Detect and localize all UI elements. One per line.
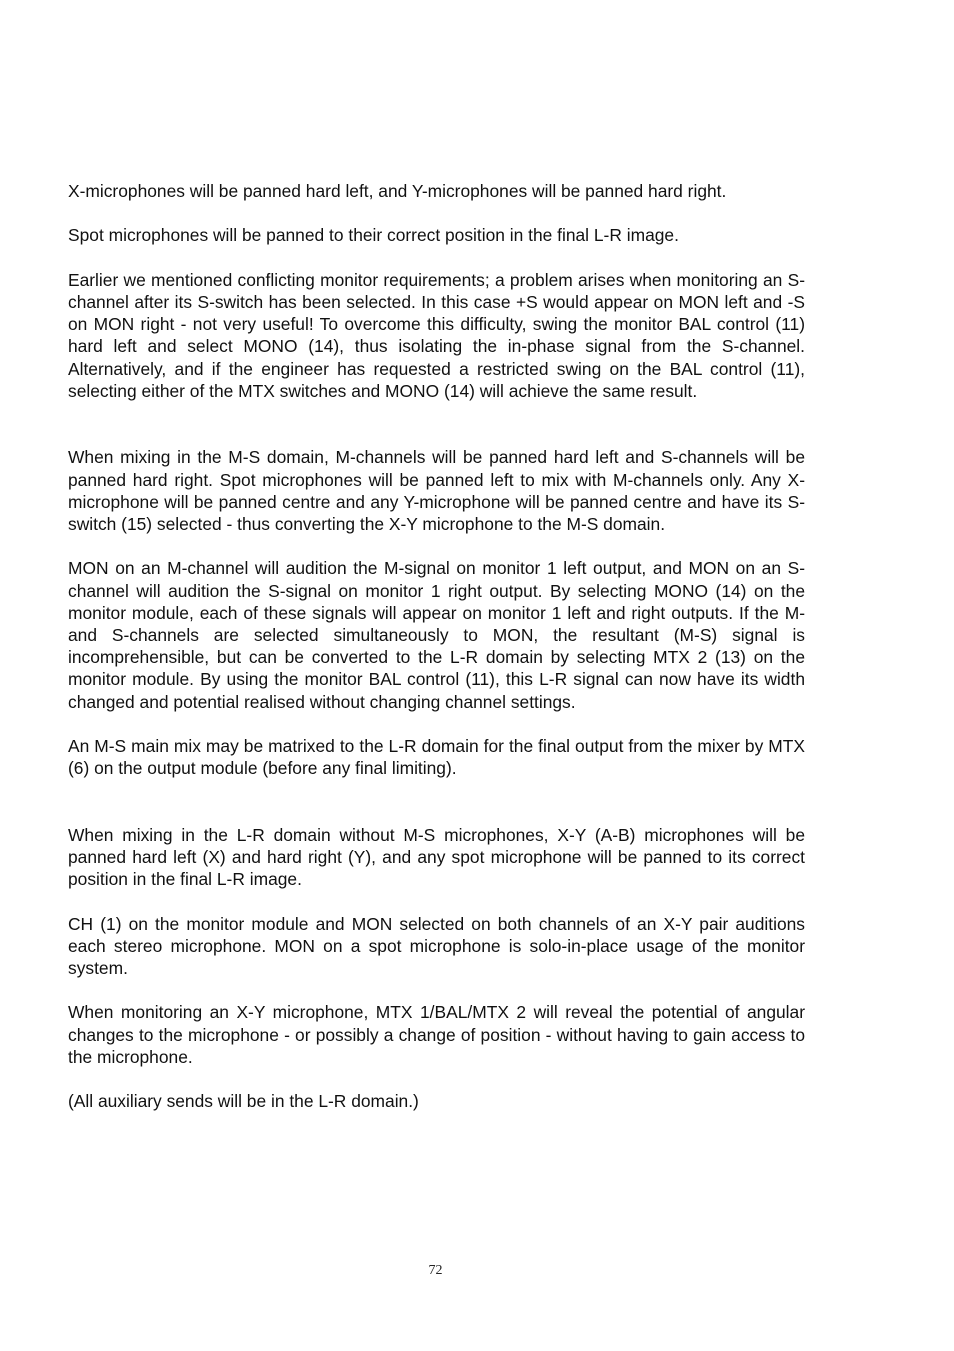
paragraph-xy-panning: X-microphones will be panned hard left, and Y-microphones will be panned hard right. [68,181,727,201]
paragraph-spot-panning: Spot microphones will be panned to their correct position in the final L-R image. [68,225,679,246]
paragraph-aux-sends: (All auxiliary sends will be in the L-R domain.) [68,1091,419,1112]
paragraph-ms-main-mix: An M-S main mix may be matrixed to the L-R domain for the final output from the mixer by MTX (6) on the output module (before any final limiting). [68,736,805,779]
paragraph-ms-domain: When mixing in the M-S domain, M-channels will be panned hard left and S-channels will be panned hard right. Spot microphones will be panned left to mix with M-channels only. Any X-microphone will be panned centre and any Y-microphone will be panned centre and have its S-switch (15) selected - thus converting the X-Y microphone to the M-S domain. [68,447,805,534]
page-number: 72 [428,1263,443,1278]
paragraph-ch-monitor: CH (1) on the monitor module and MON selected on both channels of an X-Y pair auditions each stereo microphone. MON on a spot microphone is solo-in-place usage of the monitor system. [68,913,805,978]
page-body [68,180,805,1112]
paragraph-mon-ms: MON on an M-channel will audition the M-signal on monitor 1 left output, and MON on an S-channel will audition the S-signal on monitor 1 right output. By selecting MONO (14) on the monitor module, each of these signals will appear on monitor 1 left and right outputs. If the M- and S-channels are selected simultaneously to MON, the resultant (M-S) signal is incomprehensible, but can be converted to the L-R domain by selecting MTX 2 (13) on the monitor module. By using the monitor BAL control (11), this L-R signal can now have its width changed and potential realised without changing channel settings. [68,558,805,712]
paragraph-lr-domain: When mixing in the L-R domain without M-S microphones, X-Y (A-B) microphones will be panned hard left (X) and hard right (Y), and any spot microphone will be panned to its correct position in the final L-R image. [68,824,805,890]
paragraph-monitor-requirements: Earlier we mentioned conflicting monitor requirements; a problem arises when monitoring an S-channel after its S-switch has been selected. In this case +S would appear on MON left and -S on MON right - not very useful! To overcome this difficulty, swing the monitor BAL control (11) hard left and select MONO (14), thus isolating the in-phase signal from the S-channel. Alternatively, and if the engineer has requested a restricted swing on the BAL control (11), selecting either of the MTX switches and MONO (14) will achieve the same result. [68,269,805,401]
paragraph-xy-monitoring: When monitoring an X-Y microphone, MTX 1/BAL/MTX 2 will reveal the potential of angular changes to the microphone - or possibly a change of position - without having to gain access to the microphone. [68,1002,805,1067]
